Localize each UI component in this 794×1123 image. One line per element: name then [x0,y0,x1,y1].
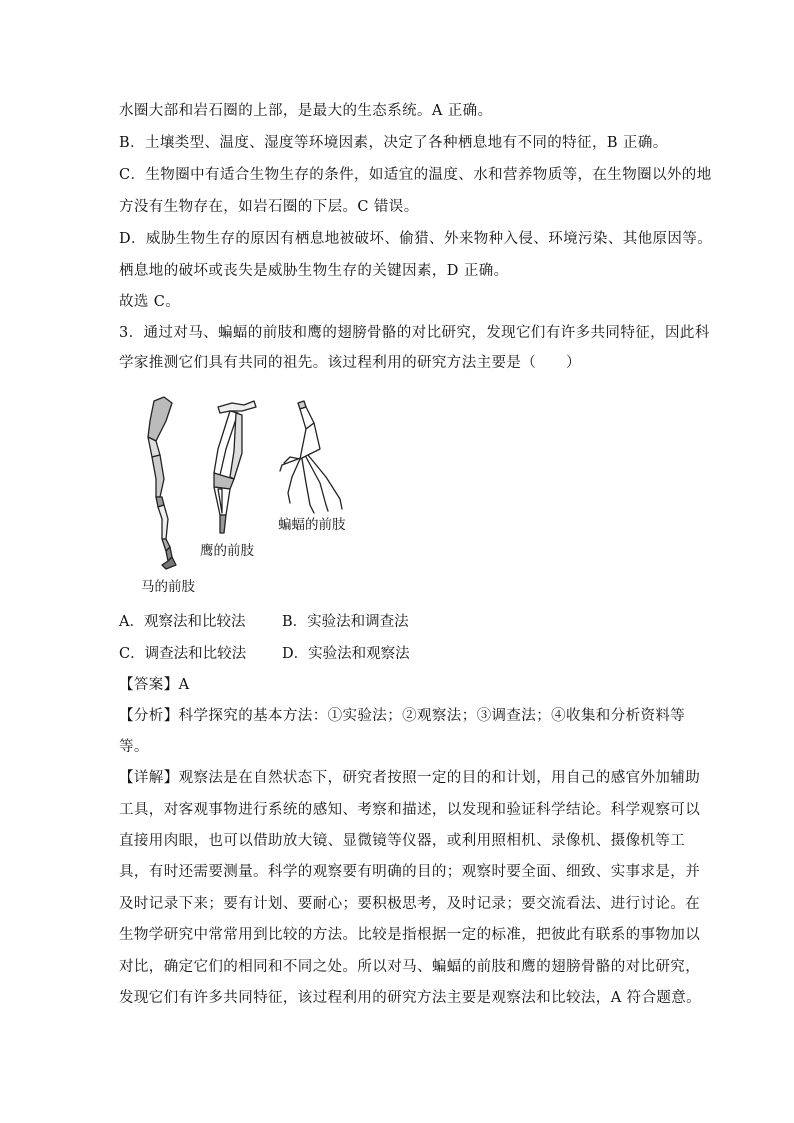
forelimb-figure [130,393,370,598]
choose-answer: 故选 C。 [119,294,181,310]
detail-line: 生物学研究中常常用到比较的方法。比较是指根据一定的标准，把彼此有联系的事物加以 [119,927,701,943]
text-line: 水圈大部和岩石圈的上部，是最大的生态系统。A 正确。 [119,103,493,119]
question-3: 3．通过对马、蝙蝠的前肢和鹰的翅膀骨骼的对比研究，发现它们有许多共同特征，因此科 [119,325,710,341]
bat-forelimb-label: 蝙蝠的前肢 [278,517,346,533]
option-a: A．观察法和比较法 [119,614,246,630]
option-d: D．实验法和观察法 [282,646,410,662]
option-b-explanation: B．土壤类型、温度、湿度等环境因素，决定了各种栖息地有不同的特征，B 正确。 [119,135,668,151]
detail-line: 对比，确定它们的相同和不同之处。所以对马、蝙蝠的前肢和鹰的翅膀骨骼的对比研究， [119,959,701,975]
detail-line: 直接用肉眼，也可以借助放大镜、显微镜等仪器，或利用照相机、录像机、摄像机等工 [119,833,686,849]
horse-forelimb-drawing [148,397,176,569]
text-line: 栖息地的破坏或丧失是威胁生物生存的关键因素，D 正确。 [119,263,509,279]
detail-line: 及时记录下来；要有计划、要耐心；要积极思考，及时记录；要交流看法、进行讨论。在 [119,896,701,912]
text-line: 方没有生物存在，如岩石圈的下层。C 错误。 [119,199,419,215]
question-3-cont: 学家推测它们具有共同的祖先。该过程利用的研究方法主要是（ ） [119,355,581,371]
answer-label: 【答案】A [119,677,190,693]
forelimb-illustration [130,393,370,598]
option-b: B．实验法和调查法 [282,614,409,630]
option-d-explanation: D．威胁生物生存的原因有栖息地被破坏、偷猎、外来物种入侵、环境污染、其他原因等。 [119,231,713,247]
detail-line: 工具，对客观事物进行系统的感知、考察和描述，以发现和验证科学结论。科学观察可以 [119,802,701,818]
detail-line: 【详解】观察法是在自然状态下，研究者按照一定的目的和计划，用自己的感官外加辅助 [119,770,701,786]
bat-forelimb-drawing [280,401,342,513]
eagle-forelimb-drawing [214,401,256,533]
option-c-explanation: C．生物圈中有适合生物生存的条件，如适宜的温度、水和营养物质等，在生物圈以外的地 [119,167,712,183]
detail-line: 发现它们有许多共同特征，该过程利用的研究方法主要是观察法和比较法，A 符合题意。 [119,990,702,1006]
analysis-line: 等。 [119,739,149,755]
horse-forelimb-label: 马的前肢 [141,579,195,595]
detail-line: 具，有时还需要测量。科学的观察要有明确的目的；观察时要全面、细致、实事求是，并 [119,864,701,880]
eagle-forelimb-label: 鹰的前肢 [200,543,254,559]
analysis-line: 【分析】科学探究的基本方法：①实验法；②观察法；③调查法；④收集和分析资料等 [119,708,686,724]
option-c: C．调查法和比较法 [119,646,247,662]
